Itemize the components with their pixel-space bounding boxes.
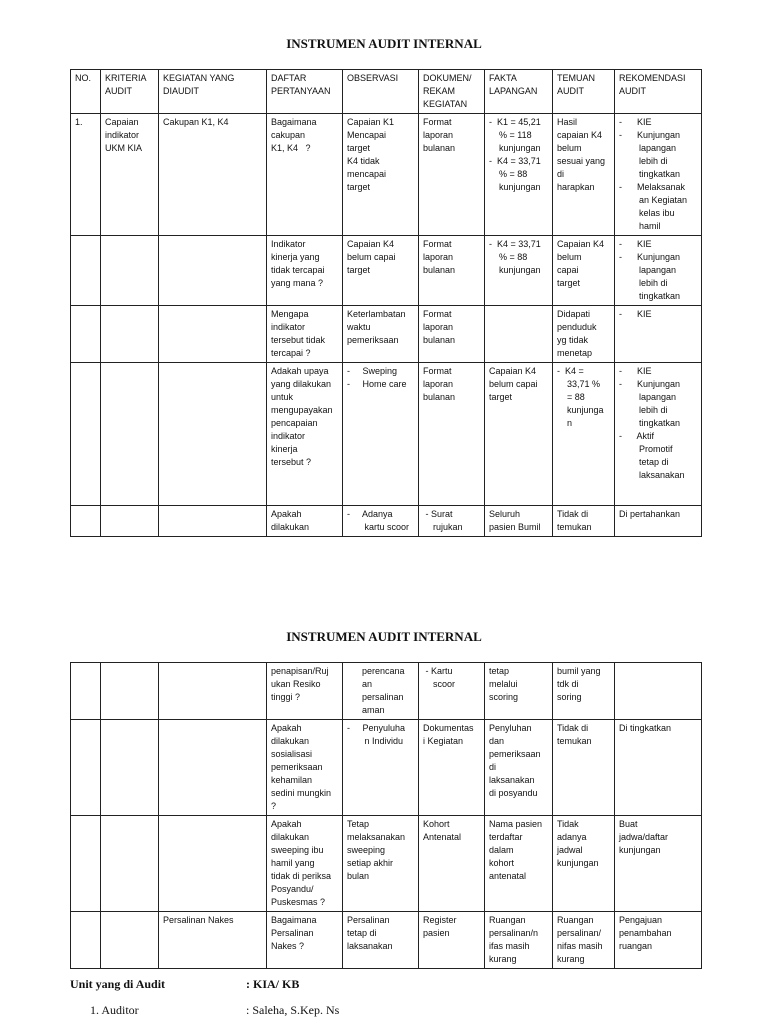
table-cell: - KIE - Kunjungan lapangan lebih di tingkatkan: [615, 236, 702, 306]
page-title-2: INSTRUMEN AUDIT INTERNAL: [286, 629, 482, 644]
column-header: OBSERVASI: [343, 70, 419, 114]
table-cell: perencana an persalinan aman: [343, 663, 419, 720]
table-cell: Penyluhan dan pemeriksaan di laksanakan di posyandu: [485, 720, 553, 816]
table-cell: [159, 506, 267, 537]
table-cell: - Kartu scoor: [419, 663, 485, 720]
column-header: FAKTA LAPANGAN: [485, 70, 553, 114]
table-cell: Tidak di temukan: [553, 506, 615, 537]
table-cell: - KIE - Kunjungan lapangan lebih di tingkatkan - Melaksanak an Kegiatan kelas ibu hamil: [615, 114, 702, 236]
page-title-1: INSTRUMEN AUDIT INTERNAL: [286, 36, 482, 51]
table-cell: Persalinan tetap di laksanakan: [343, 912, 419, 969]
table-cell: - Surat rujukan: [419, 506, 485, 537]
table-cell: - KIE: [615, 306, 702, 363]
column-header: DAFTAR PERTANYAAN: [267, 70, 343, 114]
table-cell: [159, 236, 267, 306]
table-cell: bumil yang tdk di soring: [553, 663, 615, 720]
table-row: [71, 506, 702, 537]
table-cell: Buat jadwa/daftar kunjungan: [615, 816, 702, 912]
table-cell: Mengapa indikator tersebut tidak tercapai ?: [267, 306, 343, 363]
unit-value: : KIA/ KB: [246, 977, 300, 991]
table-cell: Register pasien: [419, 912, 485, 969]
table-cell: Seluruh pasien Bumil: [485, 506, 553, 537]
table-row: [71, 816, 702, 912]
table-cell: [101, 306, 159, 363]
column-header: NO.: [71, 70, 101, 114]
table-cell: Format laporan bulanan: [419, 363, 485, 506]
table-cell: [101, 816, 159, 912]
table-cell: Bagaimana Persalinan Nakes ?: [267, 912, 343, 969]
table-cell: Indikator kinerja yang tidak tercapai yang mana ?: [267, 236, 343, 306]
table-cell: Hasil capaian K4 belum sesuai yang di harapkan: [553, 114, 615, 236]
table-cell: 1.: [71, 114, 101, 236]
table-cell: Capaian K4 belum capai target: [485, 363, 553, 506]
table-cell: [101, 506, 159, 537]
column-header: TEMUAN AUDIT: [553, 70, 615, 114]
table-cell: [159, 720, 267, 816]
table-cell: - Penyuluha n Individu: [343, 720, 419, 816]
table-cell: [159, 663, 267, 720]
table-cell: - Sweping - Home care: [343, 363, 419, 506]
table-cell: - Adanya kartu scoor: [343, 506, 419, 537]
table-cell: Apakah dilakukan: [267, 506, 343, 537]
table-cell: Di pertahankan: [615, 506, 702, 537]
table-cell: [101, 363, 159, 506]
table-row: [71, 306, 702, 363]
table-cell: - K4 = 33,71 % = 88 kunjungan: [485, 236, 553, 306]
table-row: [71, 236, 702, 306]
table-cell: Kohort Antenatal: [419, 816, 485, 912]
table-cell: Apakah dilakukan sosialisasi pemeriksaan kehamilan sedini mungkin ?: [267, 720, 343, 816]
table-cell: Format laporan bulanan: [419, 236, 485, 306]
table-cell: Bagaimana cakupan K1, K4 ?: [267, 114, 343, 236]
table-cell: Cakupan K1, K4: [159, 114, 267, 236]
table-cell: [485, 306, 553, 363]
table-cell: Tidak di temukan: [553, 720, 615, 816]
table-cell: [71, 506, 101, 537]
table-cell: [615, 663, 702, 720]
table-cell: Ruangan persalinan/n ifas masih kurang: [485, 912, 553, 969]
auditor-label: 1. Auditor: [90, 1003, 139, 1017]
table-cell: [71, 236, 101, 306]
table-cell: Di tingkatkan: [615, 720, 702, 816]
table-cell: Keterlambatan waktu pemeriksaan: [343, 306, 419, 363]
audit-table-1: [70, 69, 702, 537]
column-header: REKOMENDASI AUDIT: [615, 70, 702, 114]
table-cell: Dokumentas i Kegiatan: [419, 720, 485, 816]
table-row: [71, 363, 702, 506]
table-row: [71, 114, 702, 236]
table-header-row: [71, 70, 702, 114]
table-cell: Capaian K4 belum capai target: [343, 236, 419, 306]
table-cell: Tidak adanya jadwal kunjungan: [553, 816, 615, 912]
table-cell: Apakah dilakukan sweeping ibu hamil yang tidak di periksa Posyandu/ Puskesmas ?: [267, 816, 343, 912]
table-cell: [101, 720, 159, 816]
column-header: DOKUMEN/ REKAM KEGIATAN: [419, 70, 485, 114]
table-cell: Capaian K4 belum capai target: [553, 236, 615, 306]
table-cell: [71, 720, 101, 816]
table-cell: [71, 363, 101, 506]
table-cell: Nama pasien terdaftar dalam kohort antenatal: [485, 816, 553, 912]
table-cell: [159, 363, 267, 506]
auditor-value: : Saleha, S.Kep. Ns: [246, 1003, 340, 1017]
table-cell: [71, 912, 101, 969]
table-cell: [101, 236, 159, 306]
table-cell: [71, 816, 101, 912]
table-cell: tetap melalui scoring: [485, 663, 553, 720]
table-cell: Tetap melaksanakan sweeping setiap akhir bulan: [343, 816, 419, 912]
table-cell: [101, 663, 159, 720]
table-row: [71, 720, 702, 816]
table-row: [71, 912, 702, 969]
table-cell: Ruangan persalinan/ nifas masih kurang: [553, 912, 615, 969]
table-cell: [71, 306, 101, 363]
table-cell: [71, 663, 101, 720]
table-cell: - KIE - Kunjungan lapangan lebih di tingkatkan - Aktif Promotif tetap di laksanakan: [615, 363, 702, 506]
table-cell: Didapati penduduk yg tidak menetap: [553, 306, 615, 363]
table-cell: Format laporan bulanan: [419, 114, 485, 236]
table-cell: [101, 912, 159, 969]
table-cell: [159, 306, 267, 363]
table-cell: Capaian indikator UKM KIA: [101, 114, 159, 236]
table-cell: Capaian K1 Mencapai target K4 tidak mencapai target: [343, 114, 419, 236]
table-row: [71, 663, 702, 720]
audit-table-2: [70, 662, 702, 969]
table-cell: Persalinan Nakes: [159, 912, 267, 969]
table-cell: penapisan/Ruj ukan Resiko tinggi ?: [267, 663, 343, 720]
unit-label: Unit yang di Audit: [70, 977, 166, 991]
table-cell: Format laporan bulanan: [419, 306, 485, 363]
table-cell: Pengajuan penambahan ruangan: [615, 912, 702, 969]
table-cell: [159, 816, 267, 912]
table-cell: - K1 = 45,21 % = 118 kunjungan - K4 = 33,71 % = 88 kunjungan: [485, 114, 553, 236]
column-header: KEGIATAN YANG DIAUDIT: [159, 70, 267, 114]
table-cell: Adakah upaya yang dilakukan untuk mengupayakan pencapaian indikator kinerja tersebut ?: [267, 363, 343, 506]
column-header: KRITERIA AUDIT: [101, 70, 159, 114]
table-cell: - K4 = 33,71 % = 88 kunjunga n: [553, 363, 615, 506]
